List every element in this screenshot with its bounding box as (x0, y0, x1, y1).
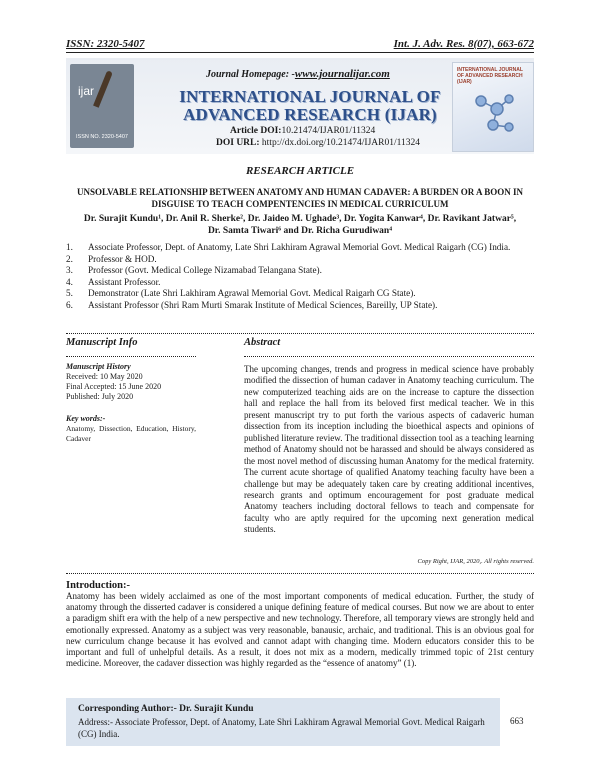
authors-line-2: Dr. Samta Tiwari⁶ and Dr. Richa Gurudiwan⁴ (207, 226, 393, 236)
running-header (66, 38, 534, 53)
abstract-divider (244, 356, 534, 357)
journal-logo (70, 64, 134, 148)
keywords-label: Key words:- (66, 414, 106, 423)
affiliation-item: 5. Demonstrator (Late Shri Lakhiram Agrawal Memorial Govt. Medical Raigarh CG State). (66, 288, 416, 298)
affiliation-list (66, 242, 534, 311)
abstract-heading: Abstract (244, 337, 281, 348)
article-type: RESEARCH ARTICLE (245, 165, 355, 177)
article-doi-value: 10.21474/IJAR01/11324 (281, 126, 376, 136)
published-date: Published: July 2020 (66, 392, 134, 401)
affiliation-item: 2. Professor & HOD. (66, 253, 157, 264)
manuscript-history (66, 372, 161, 402)
section-divider (66, 573, 534, 574)
article-doi-label: Article DOI: (230, 126, 282, 136)
corresponding-author-address: Address:- Associate Professor, Dept. of Anatomy, Late Shri Lakhiram Agrawal Memorial Govt. Medical Raigarh (CG) India. (78, 717, 485, 739)
accepted-date: Final Accepted: 15 June 2020 (66, 382, 162, 391)
introduction-heading: Introduction:- (66, 580, 130, 591)
journal-banner (66, 58, 534, 154)
received-date: Received: 10 May 2020 (66, 372, 143, 381)
logo-issn: ISSN NO. 2320-5407 (76, 134, 128, 140)
doi-url (216, 138, 420, 148)
manuscript-info-heading: Manuscript Info (66, 337, 138, 348)
molecule-icon (471, 89, 517, 135)
logo-text: ijar (78, 84, 95, 98)
article-title: UNSOLVABLE RELATIONSHIP BETWEEN ANATOMY AND HUMAN CADAVER: A BURDEN OR A BOON IN DISGUISE TO TEACH COMPENTENCIES IN MEDICAL CURRICULUM (76, 187, 524, 209)
journal-homepage (206, 68, 390, 80)
copyright-notice: Copy Right, IJAR, 2020,. All rights reserved. (417, 558, 534, 565)
article-doi (230, 126, 375, 136)
corresponding-author-box (66, 698, 500, 746)
issn-text: ISSN: 2320-5407 (66, 38, 145, 50)
affiliation-item: 3. Professor (Govt. Medical College Nizamabad Telangana State). (66, 265, 322, 275)
journal-title: INTERNATIONAL JOURNAL OF ADVANCED RESEARCH (IJAR) (179, 87, 441, 124)
authors-line-1: Dr. Surajit Kundu¹, Dr. Anil R. Sherke², Dr. Jaideo M. Ughade³, Dr. Yogita Kanwar⁴, Dr. Ravikant Jatwar⁵, (83, 214, 517, 224)
affiliation-item: 6. Assistant Professor (Shri Ram Murti Smarak Institute of Medical Sciences, Bareilly, UP State). (66, 299, 438, 310)
page-number: 663 (510, 716, 524, 726)
quill-icon (93, 70, 113, 107)
manuscript-divider (66, 356, 196, 357)
author-list (66, 213, 534, 237)
cover-title: INTERNATIONAL JOURNAL OF ADVANCED RESEARCH (IJAR) (457, 67, 523, 85)
journal-cover-image (452, 62, 534, 152)
citation-text: Int. J. Adv. Res. 8(07), 663-672 (393, 38, 534, 50)
doi-url-link[interactable]: http://dx.doi.org/10.21474/IJAR01/11324 (261, 138, 420, 148)
affiliation-item: 4. Assistant Professor. (66, 276, 161, 287)
abstract-text: The upcoming changes, trends and progress in medical science have probably modified the dissection of human cadaver in Anatomy teaching curriculum. The new computerized teaching aids are on the increase to capture the dissection hall and replace the hall from its beloved first medical teacher. We in this present manuscript try to put forth the various aspects of cadaveric human dissection from its inception including the bioethical aspects and opinions of published literature review. The traditional dissection tool as a teaching learning method of Anatomy should not be harassed and should be always considered as the most novel method of discussing human Anatomy for the medical fraternity. The current acute shortage of qualified Anatomy teaching faculty have been a challenge but may be adequately taken care by creating additional incentives, research grants and optimum encouragement for post graduate medical Anatomy teachers including doctoral fellows to teach and compensate for faculty who are aptly required for the upcoming next generation medical students. (244, 364, 534, 535)
keywords: Anatomy, Dissection, Education, History, Cadaver (66, 424, 196, 443)
introduction-text: Anatomy has been widely acclaimed as one of the most important components of medical education. Further, the study of anatomy through the disserted cadaver is considered a unique defining feature of medical courses. But now we are about to enter a paradigm shift era with the help of a new perspective and new technology. Therefore, all temporary views are strongly held and emotionally expressed. Anatomy as a subject was very reasonable, banausic, archaic, and traditional. This is an obvious goal for new curriculum change because it has evolved and cannot adapt with changing time. Modern educators consider this to be important and full of unhelpful details. As a result, it does not mix as a modern, medically trimmed topic of 21st century medicine. Moreover, the cadaver dissection was highly regarded as the “essence of anatomy” (1). (66, 591, 534, 669)
corresponding-author-title: Corresponding Author:- Dr. Surajit Kundu (78, 704, 254, 714)
section-divider (66, 333, 534, 334)
homepage-label: Journal Homepage: - (206, 69, 295, 80)
affiliation-item: 1. Associate Professor, Dept. of Anatomy, Late Shri Lakhiram Agrawal Memorial Govt. Medical Raigarh (CG) India. (66, 242, 511, 252)
doi-url-label: DOI URL: (216, 138, 260, 148)
homepage-link[interactable]: www.journalijar.com (294, 68, 390, 80)
manuscript-history-label: Manuscript History (66, 362, 131, 371)
